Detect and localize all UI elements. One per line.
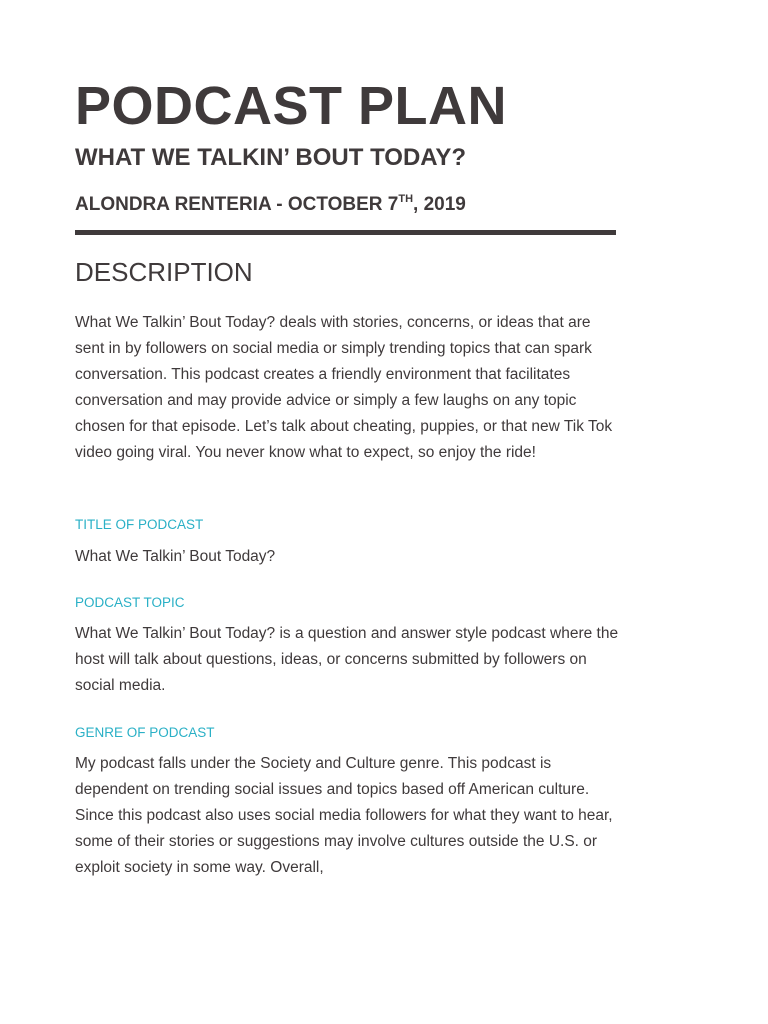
description-heading: DESCRIPTION	[75, 257, 253, 287]
byline-ordinal-suffix: TH	[398, 193, 414, 205]
podcast-topic-label: PODCAST TOPIC	[75, 595, 185, 610]
genre-of-podcast-label: GENRE OF PODCAST	[75, 725, 215, 740]
title-of-podcast-text: What We Talkin’ Bout Today?	[75, 548, 276, 565]
title-of-podcast-label: TITLE OF PODCAST	[75, 517, 204, 532]
header-divider	[75, 230, 616, 235]
byline-year: , 2019	[413, 194, 466, 215]
description-text: What We Talkin’ Bout Today? deals with stories, concerns, or ideas that are sent in by followers on social media or simply trending topics that can spark conversation. This podcast creates a friendly environment that facilitates conversation and may provide advice or simply a few laughs on any topic chosen for that episode. Let’s talk about cheating, puppies, or that new Tik Tok video going viral. You never know what to expect, so enjoy the ride!	[75, 314, 613, 461]
byline-author-date: ALONDRA RENTERIA - OCTOBER 7	[75, 194, 399, 215]
podcast-topic-text: What We Talkin’ Bout Today? is a question and answer style podcast where the host will talk about questions, ideas, or concerns submitted by followers on social media.	[75, 625, 619, 694]
document-title: PODCAST PLAN	[75, 76, 508, 136]
genre-of-podcast-text: My podcast falls under the Society and Culture genre. This podcast is dependent on trending social issues and topics based off American culture. Since this podcast also uses social media followers for what they want to hear, some of their stories or suggestions may involve cultures outside the U.S. or exploit society in some way. Overall,	[75, 755, 613, 876]
author-date-byline	[75, 192, 466, 218]
document-subtitle: WHAT WE TALKIN’ BOUT TODAY?	[75, 144, 467, 171]
